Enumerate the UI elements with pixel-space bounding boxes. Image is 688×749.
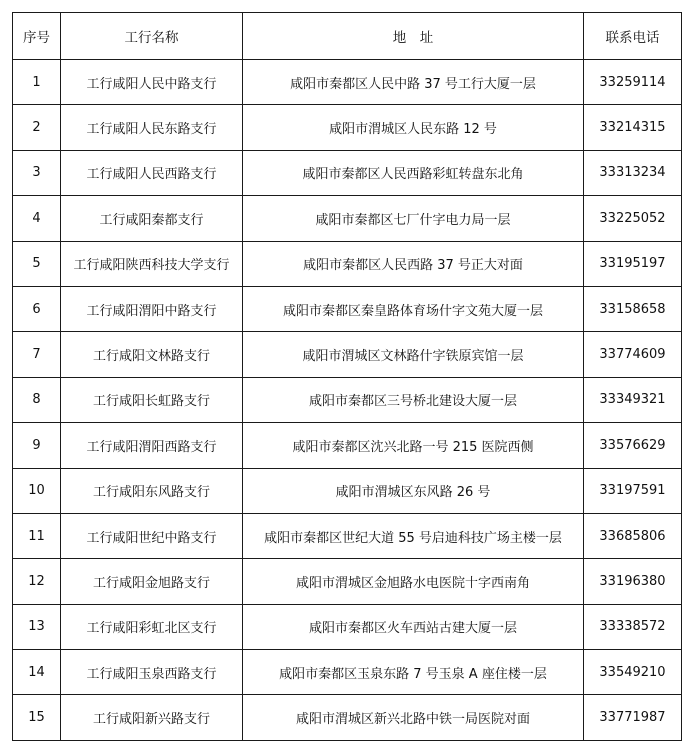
table-row — [13, 377, 682, 422]
table-row — [13, 150, 682, 195]
cell-address: 咸阳市秦都区世纪大道 55 号启迪科技广场主楼一层 — [243, 513, 584, 558]
cell-address: 咸阳市秦都区火车西站古建大厦一层 — [243, 604, 584, 649]
cell-no: 6 — [13, 286, 61, 331]
cell-address: 咸阳市秦都区人民西路彩虹转盘东北角 — [243, 150, 584, 195]
cell-phone: 33313234 — [584, 150, 682, 195]
cell-name: 工行咸阳秦都支行 — [61, 196, 243, 241]
cell-phone: 33225052 — [584, 196, 682, 241]
header-phone: 联系电话 — [584, 13, 682, 60]
cell-name: 工行咸阳渭阳西路支行 — [61, 423, 243, 468]
cell-phone: 33576629 — [584, 423, 682, 468]
cell-name: 工行咸阳人民中路支行 — [61, 60, 243, 105]
cell-phone: 33774609 — [584, 332, 682, 377]
cell-name: 工行咸阳世纪中路支行 — [61, 513, 243, 558]
header-no: 序号 — [13, 13, 61, 60]
cell-no: 15 — [13, 695, 61, 740]
cell-phone: 33197591 — [584, 468, 682, 513]
table-row — [13, 513, 682, 558]
cell-no: 3 — [13, 150, 61, 195]
cell-no: 11 — [13, 513, 61, 558]
header-row — [13, 13, 682, 60]
table-row — [13, 423, 682, 468]
branch-table — [12, 12, 682, 741]
branch-table-container — [12, 12, 682, 741]
cell-address: 咸阳市渭城区新兴北路中铁一局医院对面 — [243, 695, 584, 740]
cell-address: 咸阳市渭城区人民东路 12 号 — [243, 105, 584, 150]
cell-no: 4 — [13, 196, 61, 241]
cell-name: 工行咸阳渭阳中路支行 — [61, 286, 243, 331]
table-row — [13, 468, 682, 513]
cell-address: 咸阳市秦都区人民西路 37 号正大对面 — [243, 241, 584, 286]
cell-address: 咸阳市渭城区金旭路水电医院十字西南角 — [243, 559, 584, 604]
cell-name: 工行咸阳新兴路支行 — [61, 695, 243, 740]
cell-name: 工行咸阳金旭路支行 — [61, 559, 243, 604]
cell-no: 9 — [13, 423, 61, 468]
cell-phone: 33338572 — [584, 604, 682, 649]
table-row — [13, 650, 682, 695]
cell-no: 5 — [13, 241, 61, 286]
header-address: 地 址 — [243, 13, 584, 60]
cell-name: 工行咸阳彩虹北区支行 — [61, 604, 243, 649]
cell-phone: 33685806 — [584, 513, 682, 558]
table-row — [13, 196, 682, 241]
cell-no: 12 — [13, 559, 61, 604]
cell-no: 10 — [13, 468, 61, 513]
cell-name: 工行咸阳文林路支行 — [61, 332, 243, 377]
cell-phone: 33195197 — [584, 241, 682, 286]
table-row — [13, 60, 682, 105]
cell-address: 咸阳市秦都区七厂什字电力局一层 — [243, 196, 584, 241]
cell-address: 咸阳市渭城区东风路 26 号 — [243, 468, 584, 513]
cell-no: 8 — [13, 377, 61, 422]
cell-address: 咸阳市秦都区玉泉东路 7 号玉泉 A 座住楼一层 — [243, 650, 584, 695]
table-row — [13, 604, 682, 649]
table-row — [13, 105, 682, 150]
table-row — [13, 241, 682, 286]
table-row — [13, 695, 682, 740]
cell-phone: 33549210 — [584, 650, 682, 695]
cell-name: 工行咸阳长虹路支行 — [61, 377, 243, 422]
cell-address: 咸阳市秦都区沈兴北路一号 215 医院西侧 — [243, 423, 584, 468]
cell-no: 14 — [13, 650, 61, 695]
cell-phone: 33196380 — [584, 559, 682, 604]
cell-name: 工行咸阳人民东路支行 — [61, 105, 243, 150]
cell-address: 咸阳市秦都区三号桥北建设大厦一层 — [243, 377, 584, 422]
cell-name: 工行咸阳人民西路支行 — [61, 150, 243, 195]
table-row — [13, 559, 682, 604]
cell-name: 工行咸阳玉泉西路支行 — [61, 650, 243, 695]
cell-phone: 33771987 — [584, 695, 682, 740]
cell-no: 1 — [13, 60, 61, 105]
cell-name: 工行咸阳东风路支行 — [61, 468, 243, 513]
cell-phone: 33259114 — [584, 60, 682, 105]
cell-name: 工行咸阳陕西科技大学支行 — [61, 241, 243, 286]
header-name: 工行名称 — [61, 13, 243, 60]
cell-address: 咸阳市渭城区文林路什字铁原宾馆一层 — [243, 332, 584, 377]
table-row — [13, 332, 682, 377]
cell-no: 13 — [13, 604, 61, 649]
cell-address: 咸阳市秦都区人民中路 37 号工行大厦一层 — [243, 60, 584, 105]
cell-no: 2 — [13, 105, 61, 150]
cell-address: 咸阳市秦都区秦皇路体育场什字文苑大厦一层 — [243, 286, 584, 331]
cell-phone: 33214315 — [584, 105, 682, 150]
cell-no: 7 — [13, 332, 61, 377]
cell-phone: 33158658 — [584, 286, 682, 331]
table-row — [13, 286, 682, 331]
cell-phone: 33349321 — [584, 377, 682, 422]
